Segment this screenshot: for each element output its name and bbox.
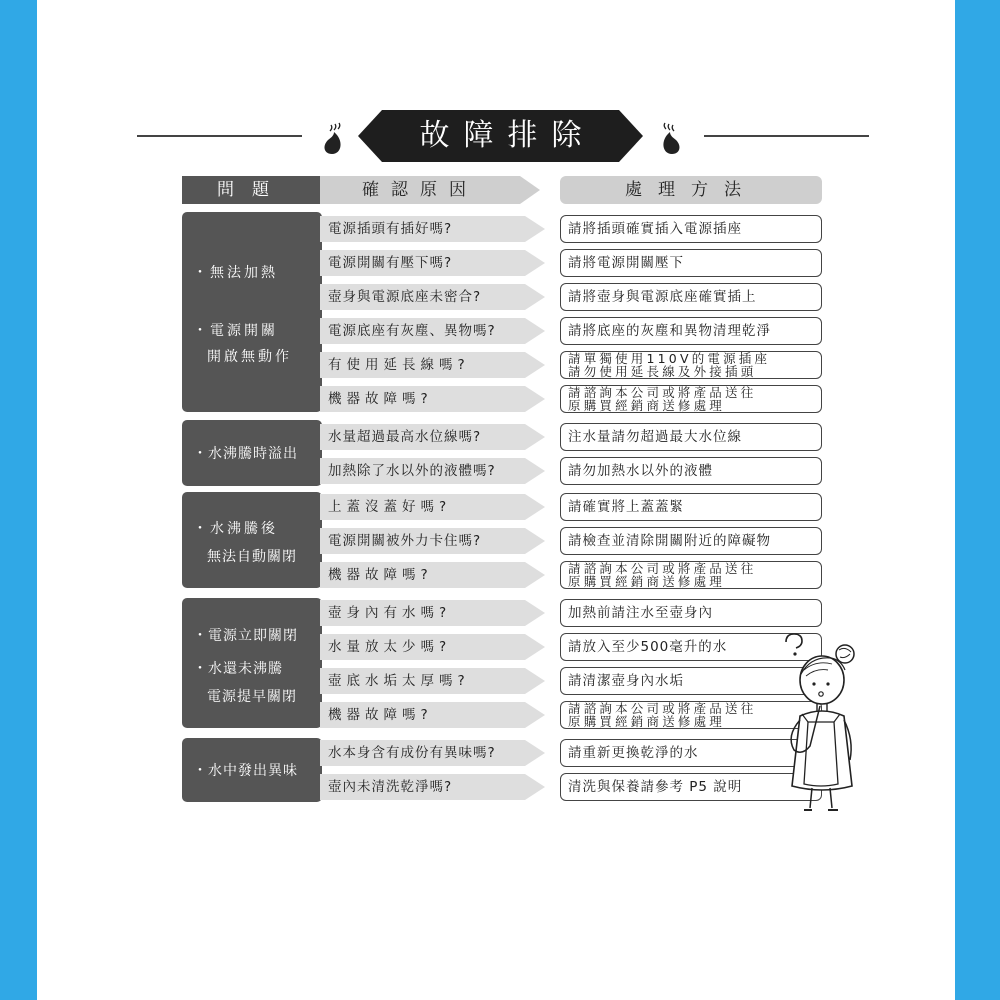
left-blue-border bbox=[0, 0, 37, 1000]
title-rule-right bbox=[704, 135, 869, 137]
solution-text: 請放入至少500毫升的水 bbox=[568, 639, 728, 655]
cause-text: 有使用延長線嗎? bbox=[328, 357, 470, 373]
problem-label: ・水沸騰後 bbox=[193, 521, 278, 537]
cause-text: 水量超過最高水位線嗎? bbox=[328, 429, 482, 445]
solution-text: 請將電源開關壓下 bbox=[568, 255, 684, 271]
problem-label: ・電源開關 bbox=[193, 323, 278, 339]
problem-label: ・水沸騰時溢出 bbox=[193, 446, 298, 462]
cartoon-girl-illustration bbox=[770, 630, 862, 815]
solution-text: 請確實將上蓋蓋緊 bbox=[568, 499, 684, 515]
cause-text: 機器故障嗎? bbox=[328, 567, 433, 583]
solution-line: 請勿使用延長線及外接插頭 bbox=[568, 364, 757, 379]
cause-text: 壺身內有水嗎? bbox=[328, 605, 452, 621]
solution-line: 原購買經銷商送修處理 bbox=[568, 574, 726, 589]
solution-line: 原購買經銷商送修處理 bbox=[568, 398, 726, 413]
solution-text: 請將插頭確實插入電源插座 bbox=[568, 221, 742, 237]
title-rule-left bbox=[137, 135, 302, 137]
solution-text: 注水量請勿超過最大水位線 bbox=[568, 429, 742, 445]
cause-text: 機器故障嗎? bbox=[328, 707, 433, 723]
cause-text: 壺身與電源底座未密合? bbox=[328, 289, 482, 305]
problem-box bbox=[182, 212, 322, 412]
header-problem: 問題 bbox=[182, 176, 322, 204]
solution-text bbox=[568, 385, 818, 412]
cause-text: 壺內未清洗乾淨嗎? bbox=[328, 779, 453, 795]
solution-text: 清洗與保養請參考 P5 說明 bbox=[568, 779, 743, 795]
cause-text: 水本身含有成份有異味嗎? bbox=[328, 745, 496, 761]
problem-box bbox=[182, 492, 322, 588]
problem-label: ・水還未沸騰 bbox=[193, 661, 283, 677]
solution-text bbox=[568, 561, 818, 588]
solution-line: 請諮詢本公司或將產品送往 bbox=[568, 385, 757, 400]
steam-drop-icon bbox=[318, 120, 348, 156]
problem-label: 電源提早關閉 bbox=[207, 689, 297, 705]
cause-text: 機器故障嗎? bbox=[328, 391, 433, 407]
cause-text: 水量放太少嗎? bbox=[328, 639, 452, 655]
solution-line: 請諮詢本公司或將產品送往 bbox=[568, 701, 757, 716]
cause-text: 電源開關被外力卡住嗎? bbox=[328, 533, 482, 549]
cause-text: 電源插頭有插好嗎? bbox=[328, 221, 453, 237]
cause-text: 壺底水垢太厚嗎? bbox=[328, 673, 470, 689]
problem-label: ・水中發出異味 bbox=[193, 763, 298, 779]
solution-line: 請單獨使用110V的電源插座 bbox=[568, 351, 771, 366]
solution-line: 請諮詢本公司或將產品送往 bbox=[568, 561, 757, 576]
solution-text: 請將壺身與電源底座確實插上 bbox=[568, 289, 757, 305]
solution-text: 加熱前請注水至壺身內 bbox=[568, 605, 713, 621]
problem-label: 開啟無動作 bbox=[207, 349, 292, 365]
solution-text: 請重新更換乾淨的水 bbox=[568, 745, 699, 761]
problem-label: 無法自動關閉 bbox=[207, 549, 297, 565]
solution-text: 請勿加熱水以外的液體 bbox=[568, 463, 713, 479]
header-solution: 處理方法 bbox=[560, 176, 822, 204]
solution-text: 請將底座的灰塵和異物清理乾淨 bbox=[568, 323, 771, 339]
solution-text: 請清潔壺身內水垢 bbox=[568, 673, 684, 689]
problem-label: ・電源立即關閉 bbox=[193, 628, 298, 644]
page-title: 故障排除 bbox=[419, 118, 596, 153]
solution-line: 原購買經銷商送修處理 bbox=[568, 714, 726, 729]
solution-text: 請檢查並清除開關附近的障礙物 bbox=[568, 533, 771, 549]
header-cause: 確認原因 bbox=[362, 180, 478, 200]
cause-text: 電源底座有灰塵、異物嗎? bbox=[328, 323, 496, 339]
cause-text: 電源開關有壓下嗎? bbox=[328, 255, 453, 271]
steam-drop-icon bbox=[656, 120, 686, 156]
cause-text: 上蓋沒蓋好嗎? bbox=[328, 499, 452, 515]
solution-text bbox=[568, 351, 818, 378]
cause-text: 加熱除了水以外的液體嗎? bbox=[328, 463, 496, 479]
problem-label: ・無法加熱 bbox=[193, 265, 278, 281]
right-blue-border bbox=[955, 0, 1000, 1000]
